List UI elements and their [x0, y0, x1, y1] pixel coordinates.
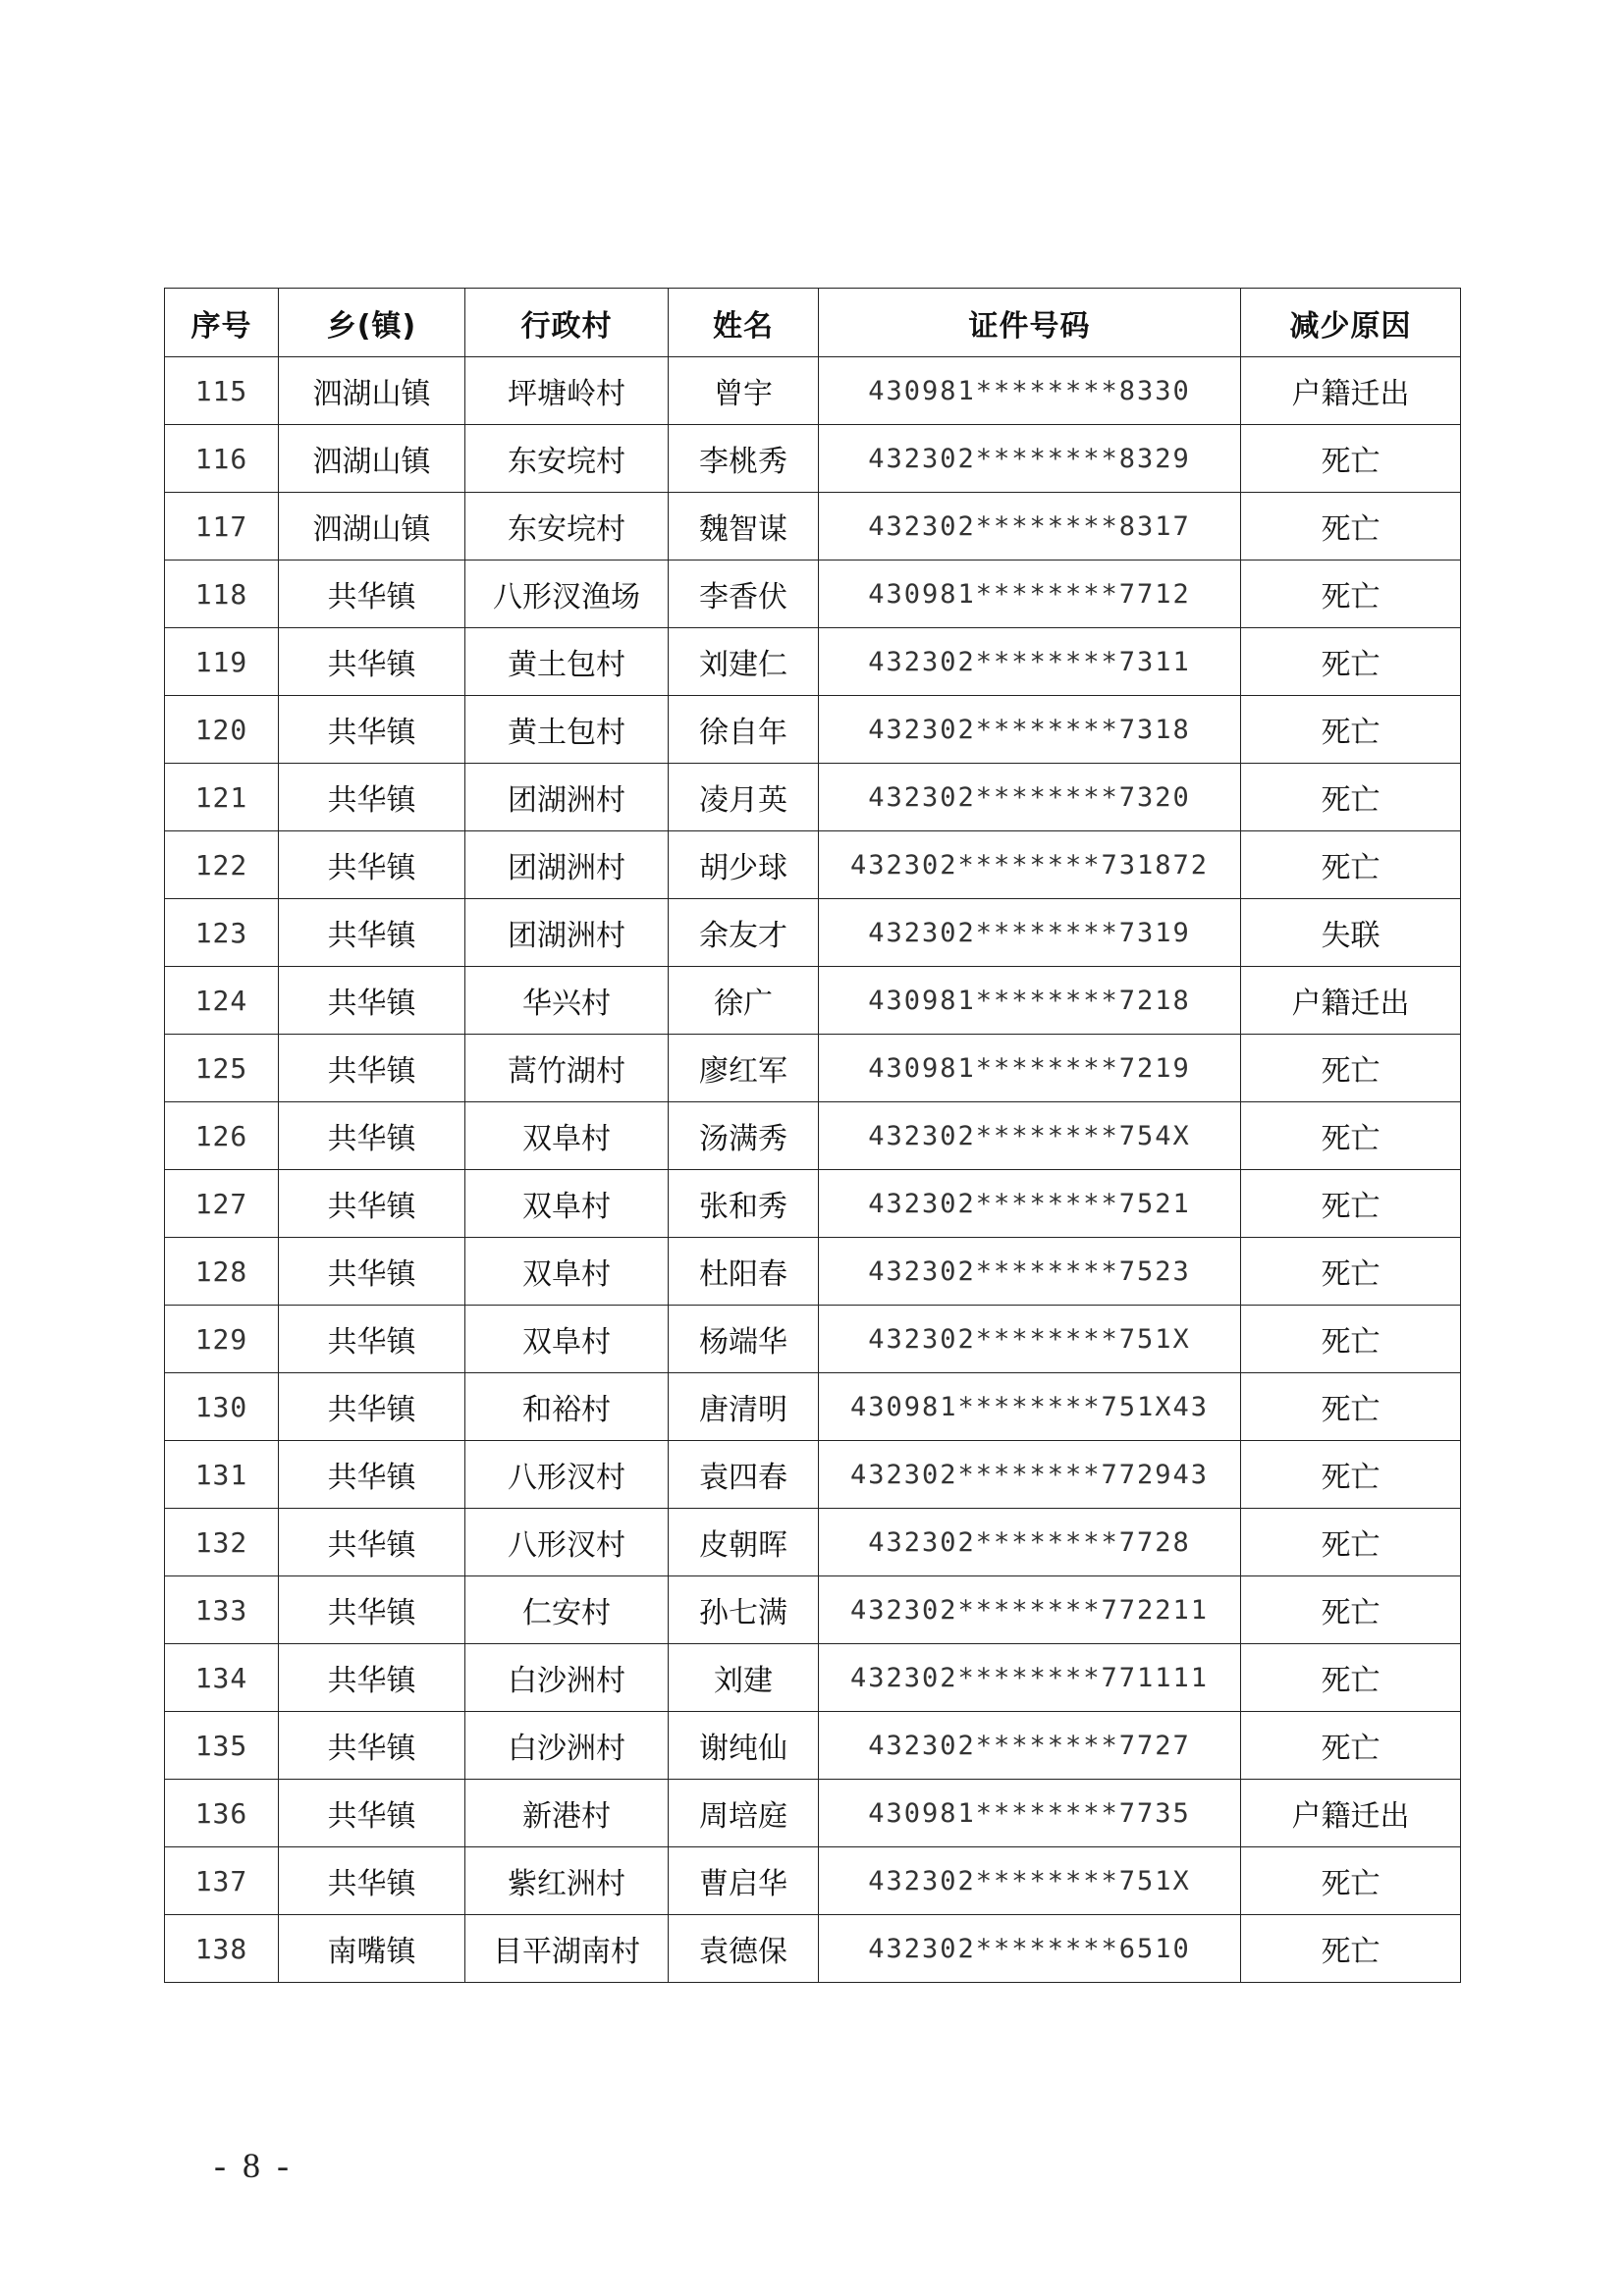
- cell-township: 南嘴镇: [279, 1915, 465, 1983]
- cell-reason: 死亡: [1241, 493, 1461, 561]
- cell-village: 目平湖南村: [465, 1915, 669, 1983]
- table-row: [165, 899, 1461, 967]
- table-row: [165, 1035, 1461, 1102]
- cell-village: 八形汊村: [465, 1509, 669, 1576]
- cell-township: 共华镇: [279, 1035, 465, 1102]
- cell-index: 135: [165, 1712, 279, 1780]
- cell-name: 刘建仁: [669, 628, 819, 696]
- cell-index: 121: [165, 764, 279, 831]
- cell-index: 118: [165, 561, 279, 628]
- table-row: [165, 628, 1461, 696]
- table-row: [165, 1712, 1461, 1780]
- cell-village: 华兴村: [465, 967, 669, 1035]
- cell-name: 曹启华: [669, 1847, 819, 1915]
- cell-township: 共华镇: [279, 1102, 465, 1170]
- cell-village: 紫红洲村: [465, 1847, 669, 1915]
- cell-reason: 死亡: [1241, 1102, 1461, 1170]
- cell-village: 东安垸村: [465, 493, 669, 561]
- cell-village: 八形汊村: [465, 1441, 669, 1509]
- cell-village: 仁安村: [465, 1576, 669, 1644]
- cell-village: 双阜村: [465, 1170, 669, 1238]
- cell-id-number: 430981********7219: [819, 1035, 1241, 1102]
- cell-name: 曾宇: [669, 357, 819, 425]
- cell-reason: 失联: [1241, 899, 1461, 967]
- cell-village: 双阜村: [465, 1238, 669, 1306]
- cell-index: 119: [165, 628, 279, 696]
- header-reason: 减少原因: [1241, 289, 1461, 357]
- cell-id-number: 432302********7728: [819, 1509, 1241, 1576]
- cell-id-number: 432302********771111: [819, 1644, 1241, 1712]
- cell-township: 共华镇: [279, 1780, 465, 1847]
- table-row: [165, 357, 1461, 425]
- cell-village: 团湖洲村: [465, 899, 669, 967]
- table-row: [165, 1847, 1461, 1915]
- cell-id-number: 432302********7319: [819, 899, 1241, 967]
- cell-village: 黄土包村: [465, 696, 669, 764]
- cell-index: 134: [165, 1644, 279, 1712]
- cell-reason: 死亡: [1241, 1441, 1461, 1509]
- table-row: [165, 1238, 1461, 1306]
- table-row: [165, 1170, 1461, 1238]
- cell-id-number: 432302********7318: [819, 696, 1241, 764]
- cell-village: 双阜村: [465, 1102, 669, 1170]
- cell-village: 黄土包村: [465, 628, 669, 696]
- cell-id-number: 432302********8329: [819, 425, 1241, 493]
- cell-name: 张和秀: [669, 1170, 819, 1238]
- table-row: [165, 1780, 1461, 1847]
- cell-village: 新港村: [465, 1780, 669, 1847]
- cell-township: 共华镇: [279, 831, 465, 899]
- cell-id-number: 432302********772943: [819, 1441, 1241, 1509]
- cell-id-number: 432302********772211: [819, 1576, 1241, 1644]
- cell-township: 共华镇: [279, 1712, 465, 1780]
- cell-reason: 死亡: [1241, 1847, 1461, 1915]
- cell-name: 李桃秀: [669, 425, 819, 493]
- cell-village: 团湖洲村: [465, 831, 669, 899]
- cell-township: 共华镇: [279, 1847, 465, 1915]
- table-body: [165, 357, 1461, 1983]
- cell-id-number: 430981********751X43: [819, 1373, 1241, 1441]
- cell-township: 共华镇: [279, 1509, 465, 1576]
- cell-township: 共华镇: [279, 899, 465, 967]
- header-name: 姓名: [669, 289, 819, 357]
- cell-name: 汤满秀: [669, 1102, 819, 1170]
- table-row: [165, 1915, 1461, 1983]
- table-row: [165, 831, 1461, 899]
- header-id-number: 证件号码: [819, 289, 1241, 357]
- table-row: [165, 561, 1461, 628]
- cell-id-number: 432302********7320: [819, 764, 1241, 831]
- cell-index: 130: [165, 1373, 279, 1441]
- table-row: [165, 764, 1461, 831]
- cell-index: 127: [165, 1170, 279, 1238]
- cell-township: 泗湖山镇: [279, 493, 465, 561]
- table-row: [165, 696, 1461, 764]
- page-number: - 8 -: [214, 2146, 293, 2185]
- cell-name: 袁四春: [669, 1441, 819, 1509]
- cell-name: 凌月英: [669, 764, 819, 831]
- reduction-roster-table: [164, 288, 1461, 1983]
- cell-name: 孙七满: [669, 1576, 819, 1644]
- cell-reason: 死亡: [1241, 1509, 1461, 1576]
- table-row: [165, 1509, 1461, 1576]
- cell-name: 魏智谋: [669, 493, 819, 561]
- cell-township: 共华镇: [279, 561, 465, 628]
- cell-reason: 死亡: [1241, 696, 1461, 764]
- cell-id-number: 432302********751X: [819, 1306, 1241, 1373]
- cell-name: 胡少球: [669, 831, 819, 899]
- table-header-row: [165, 289, 1461, 357]
- table-row: [165, 1576, 1461, 1644]
- cell-township: 共华镇: [279, 1238, 465, 1306]
- cell-reason: 户籍迁出: [1241, 1780, 1461, 1847]
- cell-index: 120: [165, 696, 279, 764]
- cell-reason: 死亡: [1241, 831, 1461, 899]
- cell-name: 袁德保: [669, 1915, 819, 1983]
- cell-name: 杜阳春: [669, 1238, 819, 1306]
- cell-township: 共华镇: [279, 1576, 465, 1644]
- table-row: [165, 493, 1461, 561]
- cell-township: 泗湖山镇: [279, 425, 465, 493]
- cell-village: 蒿竹湖村: [465, 1035, 669, 1102]
- header-township: 乡(镇): [279, 289, 465, 357]
- cell-village: 八形汊渔场: [465, 561, 669, 628]
- cell-index: 129: [165, 1306, 279, 1373]
- cell-index: 132: [165, 1509, 279, 1576]
- cell-reason: 死亡: [1241, 1373, 1461, 1441]
- cell-township: 泗湖山镇: [279, 357, 465, 425]
- cell-id-number: 432302********6510: [819, 1915, 1241, 1983]
- cell-township: 共华镇: [279, 967, 465, 1035]
- cell-reason: 死亡: [1241, 764, 1461, 831]
- cell-id-number: 432302********7727: [819, 1712, 1241, 1780]
- cell-name: 杨端华: [669, 1306, 819, 1373]
- table-row: [165, 425, 1461, 493]
- header-index: 序号: [165, 289, 279, 357]
- cell-reason: 死亡: [1241, 1238, 1461, 1306]
- cell-index: 116: [165, 425, 279, 493]
- cell-id-number: 432302********754X: [819, 1102, 1241, 1170]
- cell-name: 刘建: [669, 1644, 819, 1712]
- cell-reason: 死亡: [1241, 628, 1461, 696]
- cell-index: 138: [165, 1915, 279, 1983]
- table-row: [165, 1306, 1461, 1373]
- cell-id-number: 432302********8317: [819, 493, 1241, 561]
- cell-name: 周培庭: [669, 1780, 819, 1847]
- cell-township: 共华镇: [279, 1644, 465, 1712]
- cell-id-number: 432302********731872: [819, 831, 1241, 899]
- cell-name: 徐广: [669, 967, 819, 1035]
- cell-id-number: 432302********751X: [819, 1847, 1241, 1915]
- cell-reason: 死亡: [1241, 1576, 1461, 1644]
- cell-reason: 死亡: [1241, 1035, 1461, 1102]
- cell-reason: 死亡: [1241, 561, 1461, 628]
- table-row: [165, 1441, 1461, 1509]
- cell-village: 团湖洲村: [465, 764, 669, 831]
- cell-id-number: 430981********7735: [819, 1780, 1241, 1847]
- cell-index: 125: [165, 1035, 279, 1102]
- cell-name: 李香伏: [669, 561, 819, 628]
- cell-township: 共华镇: [279, 1441, 465, 1509]
- cell-index: 136: [165, 1780, 279, 1847]
- table-row: [165, 1644, 1461, 1712]
- cell-index: 131: [165, 1441, 279, 1509]
- cell-township: 共华镇: [279, 1170, 465, 1238]
- table-row: [165, 1373, 1461, 1441]
- cell-township: 共华镇: [279, 764, 465, 831]
- cell-township: 共华镇: [279, 1373, 465, 1441]
- cell-reason: 死亡: [1241, 1644, 1461, 1712]
- cell-reason: 死亡: [1241, 1306, 1461, 1373]
- cell-id-number: 430981********7218: [819, 967, 1241, 1035]
- cell-village: 东安垸村: [465, 425, 669, 493]
- cell-reason: 户籍迁出: [1241, 357, 1461, 425]
- cell-index: 117: [165, 493, 279, 561]
- cell-reason: 户籍迁出: [1241, 967, 1461, 1035]
- cell-index: 122: [165, 831, 279, 899]
- cell-index: 133: [165, 1576, 279, 1644]
- cell-township: 共华镇: [279, 1306, 465, 1373]
- cell-village: 和裕村: [465, 1373, 669, 1441]
- cell-township: 共华镇: [279, 628, 465, 696]
- cell-reason: 死亡: [1241, 425, 1461, 493]
- table-row: [165, 1102, 1461, 1170]
- cell-index: 137: [165, 1847, 279, 1915]
- cell-index: 128: [165, 1238, 279, 1306]
- cell-township: 共华镇: [279, 696, 465, 764]
- cell-id-number: 430981********7712: [819, 561, 1241, 628]
- cell-name: 谢纯仙: [669, 1712, 819, 1780]
- cell-index: 126: [165, 1102, 279, 1170]
- cell-name: 余友才: [669, 899, 819, 967]
- cell-name: 唐清明: [669, 1373, 819, 1441]
- cell-village: 白沙洲村: [465, 1644, 669, 1712]
- cell-id-number: 432302********7521: [819, 1170, 1241, 1238]
- cell-index: 123: [165, 899, 279, 967]
- cell-name: 廖红军: [669, 1035, 819, 1102]
- cell-reason: 死亡: [1241, 1170, 1461, 1238]
- cell-id-number: 430981********8330: [819, 357, 1241, 425]
- cell-index: 115: [165, 357, 279, 425]
- cell-reason: 死亡: [1241, 1915, 1461, 1983]
- cell-id-number: 432302********7311: [819, 628, 1241, 696]
- cell-name: 徐自年: [669, 696, 819, 764]
- cell-name: 皮朝晖: [669, 1509, 819, 1576]
- cell-village: 坪塘岭村: [465, 357, 669, 425]
- cell-index: 124: [165, 967, 279, 1035]
- cell-reason: 死亡: [1241, 1712, 1461, 1780]
- cell-id-number: 432302********7523: [819, 1238, 1241, 1306]
- table-row: [165, 967, 1461, 1035]
- header-village: 行政村: [465, 289, 669, 357]
- cell-village: 白沙洲村: [465, 1712, 669, 1780]
- cell-village: 双阜村: [465, 1306, 669, 1373]
